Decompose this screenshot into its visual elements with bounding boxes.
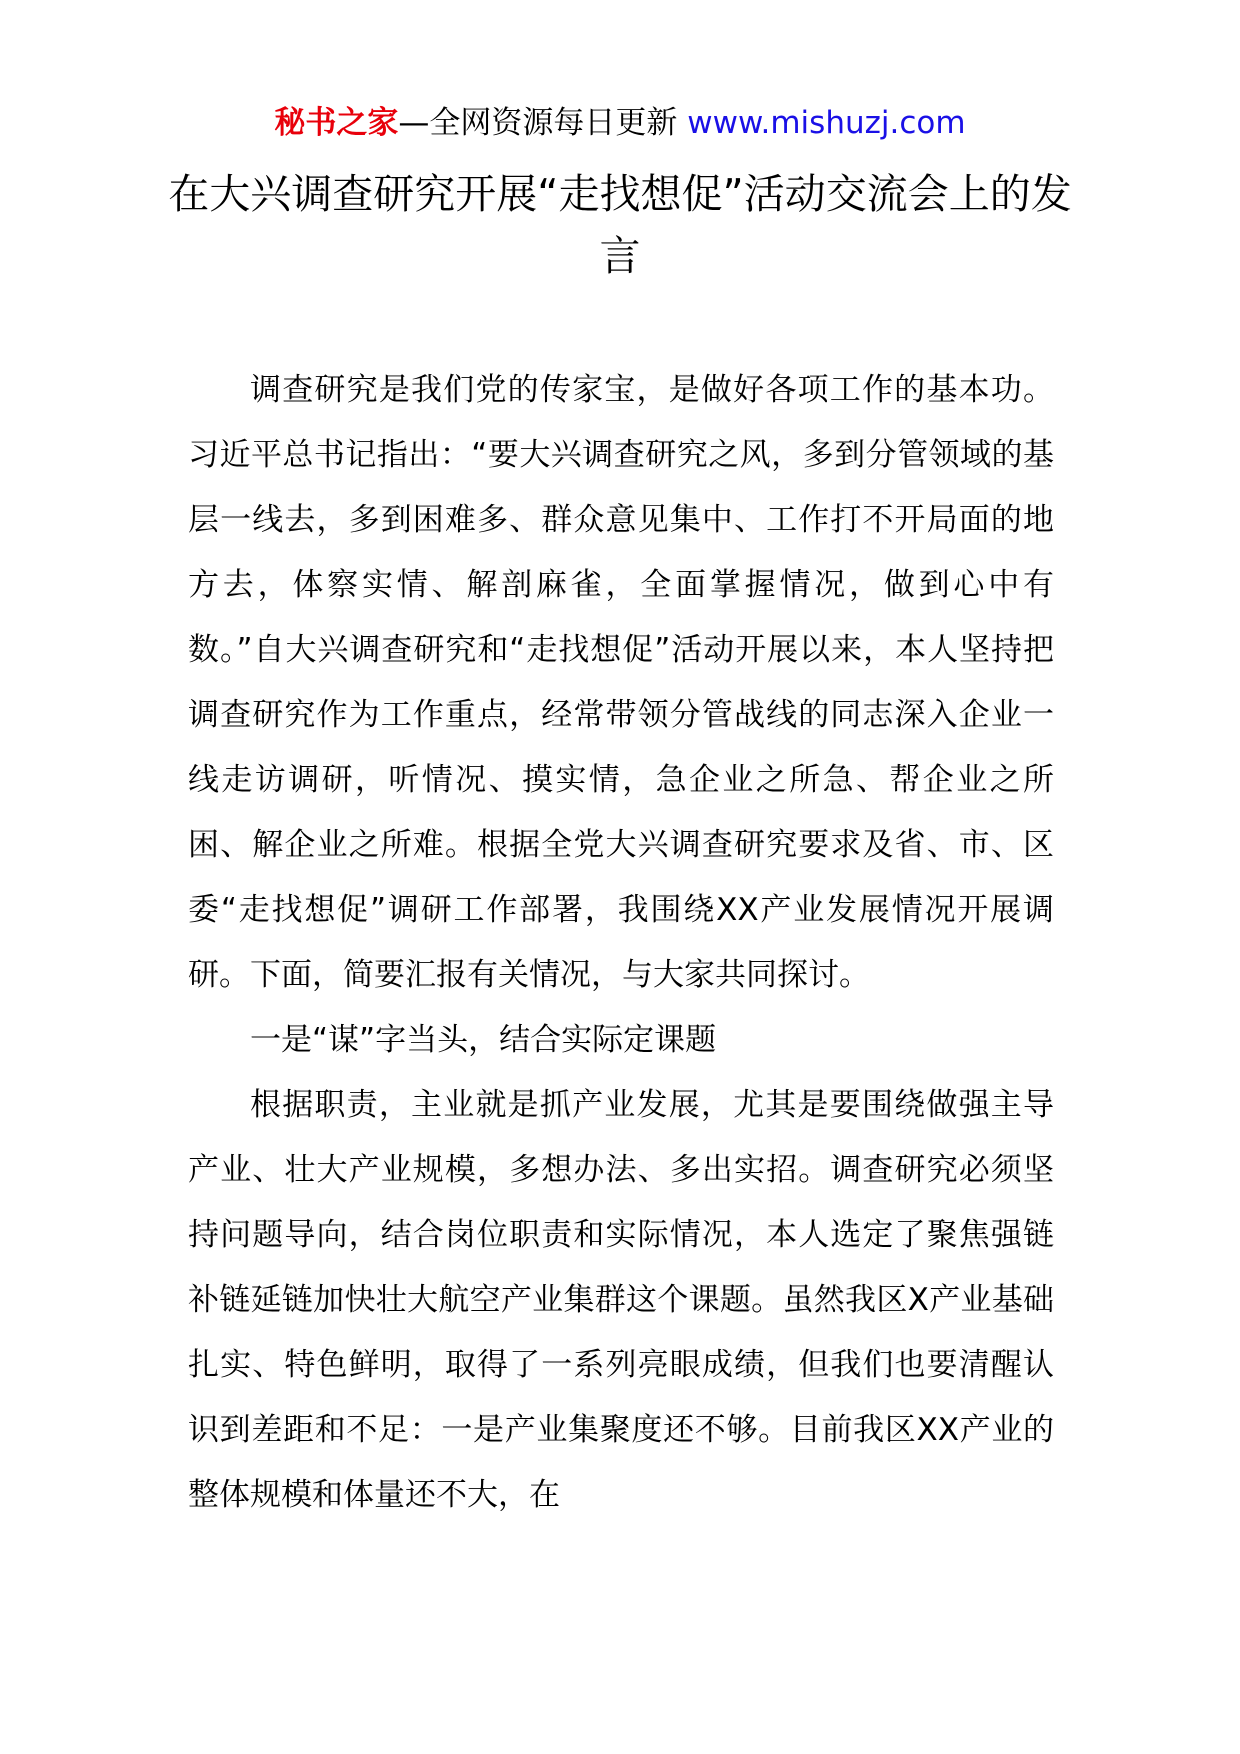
document-body bbox=[188, 358, 1054, 1528]
paragraph-intro: 调查研究是我们党的传家宝，是做好各项工作的基本功。习近平总书记指出：“要大兴调查研究之风，多到分管领域的基层一线去，多到困难多、群众意见集中、工作打不开局面的地方去，体察实情、解剖麻雀，全面掌握情况，做到心中有数。”自大兴调查研究和“走找想促”活动开展以来，本人坚持把调查研究作为工作重点，经常带领分管战线的同志深入企业一线走访调研，听情况、摸实情，急企业之所急、帮企业之所困、解企业之所难。根据全党大兴调查研究要求及省、市、区委“走找想促”调研工作部署，我围绕XX产业发展情况开展调研。下面，简要汇报有关情况，与大家共同探讨。 bbox=[188, 372, 1054, 993]
site-slogan: —全网资源每日更新 bbox=[398, 105, 688, 141]
site-brand: 秘书之家 bbox=[274, 105, 399, 141]
site-url-link[interactable]: www.mishuzj.com bbox=[687, 105, 966, 141]
section-heading: 一是“谋”字当头，结合实际定课题 bbox=[250, 1022, 717, 1058]
document-title: 在大兴调查研究开展“走找想促”活动交流会上的发言 bbox=[168, 170, 1072, 280]
site-header bbox=[0, 100, 1240, 146]
paragraph-section-1: 根据职责，主业就是抓产业发展，尤其是要围绕做强主导产业、壮大产业规模，多想办法、多出实招。调查研究必须坚持问题导向，结合岗位职责和实际情况，本人选定了聚焦强链补链延链加快壮大航空产业集群这个课题。虽然我区X产业基础扎实、特色鲜明，取得了一系列亮眼成绩，但我们也要清醒认识到差距和不足：一是产业集聚度还不够。目前我区XX产业的整体规模和体量还不大，在 bbox=[188, 1087, 1054, 1513]
